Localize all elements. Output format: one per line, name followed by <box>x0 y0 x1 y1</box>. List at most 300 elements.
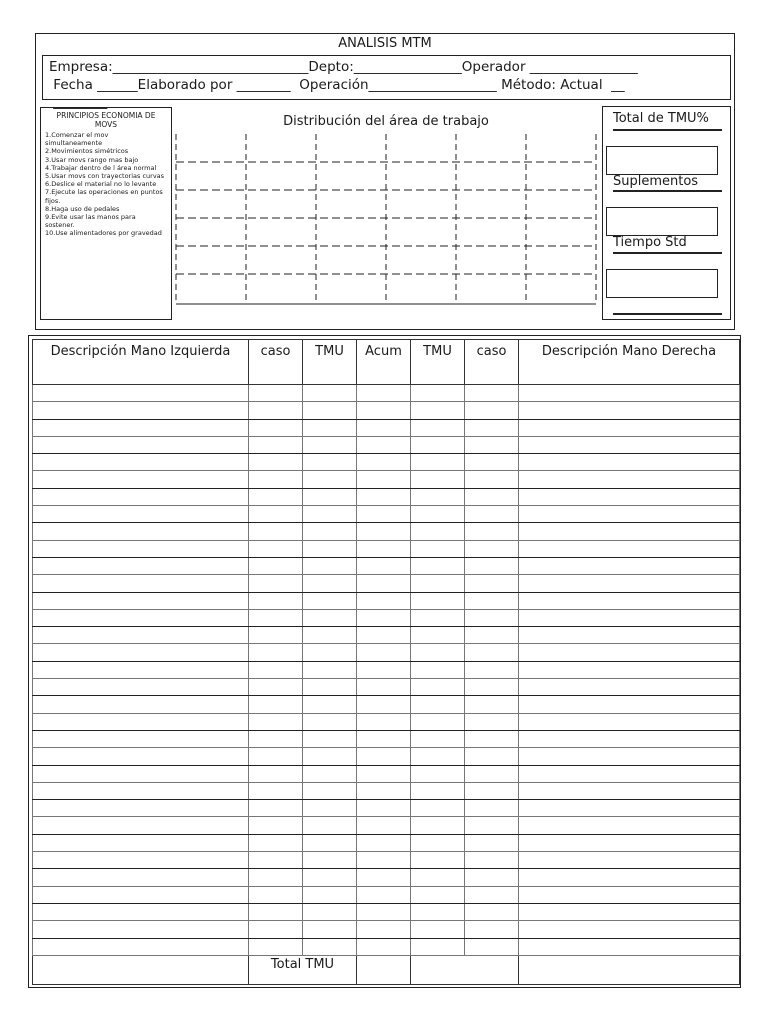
table-cell[interactable] <box>465 506 519 523</box>
table-cell[interactable] <box>411 592 465 609</box>
table-cell[interactable] <box>519 869 740 886</box>
info-line-company[interactable]: Empresa:_____________________________Depto:________________Operador ________________ <box>49 59 638 75</box>
mtm-table <box>32 339 740 985</box>
table-cell[interactable] <box>357 679 411 696</box>
table-cell[interactable] <box>411 454 465 471</box>
table-cell[interactable] <box>249 713 303 730</box>
table-cell[interactable] <box>33 921 249 938</box>
table-cell[interactable] <box>357 903 411 920</box>
table-cell[interactable] <box>411 869 465 886</box>
table-cell[interactable] <box>33 592 249 609</box>
table-cell[interactable] <box>465 748 519 765</box>
principle-item: 5.Usar movs con trayectorias curvas <box>45 172 165 181</box>
table-cell[interactable] <box>411 817 465 834</box>
table-cell[interactable] <box>357 385 411 402</box>
table-cell[interactable] <box>357 765 411 782</box>
table-cell[interactable] <box>411 903 465 920</box>
table-cell[interactable] <box>33 540 249 557</box>
table-cell[interactable] <box>519 748 740 765</box>
col-tmu-left: TMU <box>303 340 357 385</box>
std-time-rule <box>613 252 722 254</box>
table-cell[interactable] <box>357 609 411 626</box>
table-cell[interactable] <box>249 852 303 869</box>
table-cell[interactable] <box>249 661 303 678</box>
table-cell[interactable] <box>249 869 303 886</box>
table-cell[interactable] <box>33 436 249 453</box>
table-cell[interactable] <box>33 679 249 696</box>
table-cell[interactable] <box>519 921 740 938</box>
table-row <box>33 506 740 523</box>
table-cell[interactable] <box>33 402 249 419</box>
table-cell[interactable] <box>249 454 303 471</box>
std-time-field[interactable] <box>606 269 718 298</box>
table-cell[interactable] <box>519 696 740 713</box>
table-cell[interactable] <box>519 454 740 471</box>
table-cell[interactable] <box>411 540 465 557</box>
table-cell[interactable] <box>357 661 411 678</box>
col-tmu-right: TMU <box>411 340 465 385</box>
table-cell[interactable] <box>249 385 303 402</box>
table-cell[interactable] <box>357 419 411 436</box>
table-row <box>33 852 740 869</box>
table-cell[interactable] <box>465 800 519 817</box>
table-cell[interactable] <box>249 506 303 523</box>
table-cell[interactable] <box>465 454 519 471</box>
table-cell[interactable] <box>411 730 465 747</box>
table-cell[interactable] <box>519 436 740 453</box>
table-row <box>33 817 740 834</box>
table-cell[interactable] <box>249 402 303 419</box>
table-cell[interactable] <box>303 644 357 661</box>
table-cell[interactable] <box>465 852 519 869</box>
table-cell[interactable] <box>303 713 357 730</box>
table-cell[interactable] <box>33 765 249 782</box>
table-cell[interactable] <box>249 748 303 765</box>
table-cell[interactable] <box>357 454 411 471</box>
table-cell[interactable] <box>33 575 249 592</box>
table-cell[interactable] <box>249 436 303 453</box>
table-cell[interactable] <box>303 748 357 765</box>
table-cell[interactable] <box>33 471 249 488</box>
table-cell[interactable] <box>33 782 249 799</box>
table-cell[interactable] <box>519 385 740 402</box>
table-cell[interactable] <box>33 834 249 851</box>
table-cell[interactable] <box>357 869 411 886</box>
table-cell[interactable] <box>357 592 411 609</box>
table-cell[interactable] <box>33 661 249 678</box>
table-cell[interactable] <box>33 385 249 402</box>
table-cell[interactable] <box>303 834 357 851</box>
table-cell[interactable] <box>357 557 411 574</box>
table-cell[interactable] <box>465 834 519 851</box>
table-cell[interactable] <box>33 454 249 471</box>
table-cell[interactable] <box>411 886 465 903</box>
table-cell[interactable] <box>411 523 465 540</box>
table-cell[interactable] <box>357 540 411 557</box>
table-cell[interactable] <box>411 782 465 799</box>
table-cell[interactable] <box>357 575 411 592</box>
mtm-table-frame <box>28 335 741 988</box>
principles-title: PRINCIPIOS ECONOMIA DE MOVS <box>56 111 156 129</box>
table-cell[interactable] <box>249 679 303 696</box>
info-line-date[interactable]: Fecha ______Elaborado por ________ Operación___________________ Método: Actual __ <box>49 77 625 93</box>
table-cell[interactable] <box>465 886 519 903</box>
total-cell-left[interactable] <box>33 955 249 984</box>
table-row <box>33 748 740 765</box>
table-cell[interactable] <box>357 782 411 799</box>
table-cell[interactable] <box>303 540 357 557</box>
table-cell[interactable] <box>357 402 411 419</box>
table-cell[interactable] <box>249 921 303 938</box>
table-row <box>33 402 740 419</box>
table-cell[interactable] <box>249 523 303 540</box>
table-cell[interactable] <box>411 748 465 765</box>
table-cell[interactable] <box>465 661 519 678</box>
table-cell[interactable] <box>249 938 303 955</box>
table-cell[interactable] <box>519 575 740 592</box>
table-row <box>33 921 740 938</box>
table-cell[interactable] <box>465 385 519 402</box>
table-cell[interactable] <box>411 609 465 626</box>
table-cell[interactable] <box>411 696 465 713</box>
table-row <box>33 592 740 609</box>
principle-item: 1.Comenzar el mov simultaneamente <box>45 131 109 148</box>
principle-item: 6.Deslice el material no lo levante <box>45 180 157 189</box>
table-cell[interactable] <box>33 730 249 747</box>
table-cell[interactable] <box>357 488 411 505</box>
table-row <box>33 436 740 453</box>
table-cell[interactable] <box>249 696 303 713</box>
table-cell[interactable] <box>465 402 519 419</box>
principle-item: 3.Usar movs rango mas bajo <box>45 155 139 164</box>
table-cell[interactable] <box>33 488 249 505</box>
info-box <box>42 55 731 110</box>
distribution-title: Distribución del área de trabajo <box>283 114 489 129</box>
table-row <box>33 644 740 661</box>
col-right-hand: Descripción Mano Derecha <box>519 340 740 385</box>
table-cell[interactable] <box>303 557 357 574</box>
principle-item: 10.Use alimentadores por gravedad <box>45 229 162 238</box>
table-cell[interactable] <box>303 609 357 626</box>
table-cell[interactable] <box>357 436 411 453</box>
supplements-label: Suplementos <box>613 174 699 189</box>
table-cell[interactable] <box>303 852 357 869</box>
table-row <box>33 661 740 678</box>
table-cell[interactable] <box>303 730 357 747</box>
table-cell[interactable] <box>411 419 465 436</box>
table-cell[interactable] <box>303 523 357 540</box>
table-cell[interactable] <box>249 488 303 505</box>
table-cell[interactable] <box>519 817 740 834</box>
table-cell[interactable] <box>519 800 740 817</box>
table-cell[interactable] <box>249 800 303 817</box>
table-cell[interactable] <box>357 730 411 747</box>
table-cell[interactable] <box>519 765 740 782</box>
table-cell[interactable] <box>519 419 740 436</box>
info-line-method[interactable]: ________ <box>49 94 108 110</box>
supplements-rule <box>613 190 722 192</box>
table-cell[interactable] <box>249 627 303 644</box>
table-row <box>33 575 740 592</box>
table-cell[interactable] <box>303 592 357 609</box>
table-cell[interactable] <box>249 644 303 661</box>
table-cell[interactable] <box>357 800 411 817</box>
total-right-cell[interactable] <box>411 955 519 984</box>
supplements-field[interactable] <box>606 207 718 236</box>
table-cell[interactable] <box>303 471 357 488</box>
table-cell[interactable] <box>411 471 465 488</box>
table-cell[interactable] <box>465 592 519 609</box>
table-row <box>33 730 740 747</box>
table-cell[interactable] <box>249 782 303 799</box>
table-cell[interactable] <box>411 506 465 523</box>
table-cell[interactable] <box>249 817 303 834</box>
table-cell[interactable] <box>519 506 740 523</box>
table-row <box>33 834 740 851</box>
table-cell[interactable] <box>357 921 411 938</box>
table-row <box>33 869 740 886</box>
table-cell[interactable] <box>33 506 249 523</box>
table-cell[interactable] <box>303 419 357 436</box>
table-cell[interactable] <box>519 488 740 505</box>
table-cell[interactable] <box>357 852 411 869</box>
table-cell[interactable] <box>411 488 465 505</box>
table-cell[interactable] <box>303 782 357 799</box>
table-cell[interactable] <box>249 575 303 592</box>
table-cell[interactable] <box>519 938 740 955</box>
table-cell[interactable] <box>303 454 357 471</box>
table-cell[interactable] <box>411 661 465 678</box>
table-cell[interactable] <box>411 679 465 696</box>
table-cell[interactable] <box>411 765 465 782</box>
table-cell[interactable] <box>303 903 357 920</box>
table-row <box>33 679 740 696</box>
table-cell[interactable] <box>357 886 411 903</box>
table-row <box>33 886 740 903</box>
principle-item: 8.Haga uso de pedales <box>45 204 120 213</box>
table-cell[interactable] <box>411 921 465 938</box>
table-row <box>33 696 740 713</box>
table-cell[interactable] <box>303 800 357 817</box>
table-row <box>33 385 740 402</box>
table-cell[interactable] <box>357 471 411 488</box>
principle-item: 7.Ejecute las operaciones en puntos fijos. <box>45 188 163 205</box>
table-cell[interactable] <box>519 644 740 661</box>
table-cell[interactable] <box>249 765 303 782</box>
principle-item: 2.Movimientos simétricos <box>45 147 129 156</box>
table-row <box>33 609 740 626</box>
total-tmu-field[interactable] <box>606 146 718 175</box>
table-cell[interactable] <box>519 661 740 678</box>
table-cell[interactable] <box>303 402 357 419</box>
table-cell[interactable] <box>357 627 411 644</box>
table-cell[interactable] <box>519 852 740 869</box>
table-cell[interactable] <box>357 506 411 523</box>
table-cell[interactable] <box>411 627 465 644</box>
table-row <box>33 454 740 471</box>
table-cell[interactable] <box>357 523 411 540</box>
table-cell[interactable] <box>465 419 519 436</box>
table-cell[interactable] <box>33 627 249 644</box>
col-case-left: caso <box>249 340 303 385</box>
table-cell[interactable] <box>33 557 249 574</box>
total-tmu-label: Total de TMU% <box>613 111 709 126</box>
principles-box <box>40 107 172 320</box>
table-cell[interactable] <box>465 921 519 938</box>
table-cell[interactable] <box>303 886 357 903</box>
table-cell[interactable] <box>33 713 249 730</box>
table-cell[interactable] <box>519 471 740 488</box>
table-cell[interactable] <box>249 471 303 488</box>
table-cell[interactable] <box>33 869 249 886</box>
table-cell[interactable] <box>303 679 357 696</box>
table-cell[interactable] <box>465 938 519 955</box>
table-cell[interactable] <box>411 713 465 730</box>
table-cell[interactable] <box>465 713 519 730</box>
table-cell[interactable] <box>33 800 249 817</box>
table-cell[interactable] <box>465 627 519 644</box>
table-cell[interactable] <box>357 696 411 713</box>
table-cell[interactable] <box>303 817 357 834</box>
table-cell[interactable] <box>465 817 519 834</box>
total-accum-cell[interactable] <box>357 955 411 984</box>
table-cell[interactable] <box>519 782 740 799</box>
table-cell[interactable] <box>357 713 411 730</box>
table-cell[interactable] <box>33 644 249 661</box>
table-cell[interactable] <box>33 696 249 713</box>
table-cell[interactable] <box>357 817 411 834</box>
table-cell[interactable] <box>33 609 249 626</box>
table-row <box>33 938 740 955</box>
table-cell[interactable] <box>303 436 357 453</box>
table-cell[interactable] <box>519 557 740 574</box>
table-cell[interactable] <box>465 523 519 540</box>
table-cell[interactable] <box>33 419 249 436</box>
table-cell[interactable] <box>411 402 465 419</box>
table-cell[interactable] <box>33 938 249 955</box>
table-row <box>33 782 740 799</box>
table-cell[interactable] <box>411 575 465 592</box>
table-cell[interactable] <box>411 557 465 574</box>
table-cell[interactable] <box>519 627 740 644</box>
table-row <box>33 419 740 436</box>
table-row <box>33 540 740 557</box>
table-cell[interactable] <box>33 523 249 540</box>
table-cell[interactable] <box>465 679 519 696</box>
table-cell[interactable] <box>519 834 740 851</box>
table-row <box>33 471 740 488</box>
table-cell[interactable] <box>411 852 465 869</box>
table-cell[interactable] <box>519 903 740 920</box>
table-cell[interactable] <box>411 834 465 851</box>
principle-item: 9.Evite usar las manos para sostener. <box>45 213 136 230</box>
table-cell[interactable] <box>465 644 519 661</box>
table-cell[interactable] <box>303 385 357 402</box>
table-cell[interactable] <box>519 540 740 557</box>
col-accum: Acum <box>357 340 411 385</box>
table-cell[interactable] <box>465 730 519 747</box>
table-cell[interactable] <box>303 938 357 955</box>
table-cell[interactable] <box>465 696 519 713</box>
table-cell[interactable] <box>411 436 465 453</box>
table-cell[interactable] <box>465 575 519 592</box>
table-cell[interactable] <box>357 644 411 661</box>
table-cell[interactable] <box>411 800 465 817</box>
table-cell[interactable] <box>249 730 303 747</box>
table-row <box>33 903 740 920</box>
total-tmu-label-cell: Total TMU <box>249 955 357 984</box>
table-cell[interactable] <box>303 488 357 505</box>
table-row <box>33 713 740 730</box>
distribution-grid[interactable] <box>176 134 596 304</box>
table-cell[interactable] <box>33 886 249 903</box>
total-cell-right[interactable] <box>519 955 740 984</box>
table-cell[interactable] <box>303 869 357 886</box>
table-cell[interactable] <box>411 385 465 402</box>
table-cell[interactable] <box>465 782 519 799</box>
table-cell[interactable] <box>465 557 519 574</box>
table-cell[interactable] <box>411 644 465 661</box>
table-cell[interactable] <box>465 765 519 782</box>
table-cell[interactable] <box>519 523 740 540</box>
table-cell[interactable] <box>519 679 740 696</box>
table-cell[interactable] <box>249 592 303 609</box>
table-row <box>33 523 740 540</box>
table-cell[interactable] <box>33 852 249 869</box>
table-cell[interactable] <box>465 540 519 557</box>
table-row <box>33 488 740 505</box>
table-cell[interactable] <box>519 886 740 903</box>
table-cell[interactable] <box>249 540 303 557</box>
table-cell[interactable] <box>411 938 465 955</box>
table-cell[interactable] <box>519 730 740 747</box>
table-cell[interactable] <box>357 748 411 765</box>
table-cell[interactable] <box>249 903 303 920</box>
principle-item: 4.Trabajar dentro de l área normal <box>45 163 157 172</box>
table-cell[interactable] <box>303 506 357 523</box>
table-cell[interactable] <box>303 661 357 678</box>
table-cell[interactable] <box>465 903 519 920</box>
table-cell[interactable] <box>465 436 519 453</box>
table-row <box>33 765 740 782</box>
table-cell[interactable] <box>519 402 740 419</box>
table-cell[interactable] <box>519 609 740 626</box>
table-cell[interactable] <box>465 488 519 505</box>
table-cell[interactable] <box>249 419 303 436</box>
table-cell[interactable] <box>303 575 357 592</box>
col-case-right: caso <box>465 340 519 385</box>
table-cell[interactable] <box>33 903 249 920</box>
table-cell[interactable] <box>249 609 303 626</box>
table-cell[interactable] <box>249 886 303 903</box>
table-cell[interactable] <box>465 471 519 488</box>
table-cell[interactable] <box>303 765 357 782</box>
table-cell[interactable] <box>303 627 357 644</box>
table-cell[interactable] <box>519 592 740 609</box>
table-cell[interactable] <box>465 869 519 886</box>
table-cell[interactable] <box>303 696 357 713</box>
table-cell[interactable] <box>33 817 249 834</box>
total-row <box>33 955 740 984</box>
table-cell[interactable] <box>465 609 519 626</box>
table-cell[interactable] <box>249 557 303 574</box>
table-cell[interactable] <box>303 921 357 938</box>
table-cell[interactable] <box>357 834 411 851</box>
table-cell[interactable] <box>519 713 740 730</box>
table-cell[interactable] <box>33 748 249 765</box>
table-cell[interactable] <box>357 938 411 955</box>
table-cell[interactable] <box>249 834 303 851</box>
